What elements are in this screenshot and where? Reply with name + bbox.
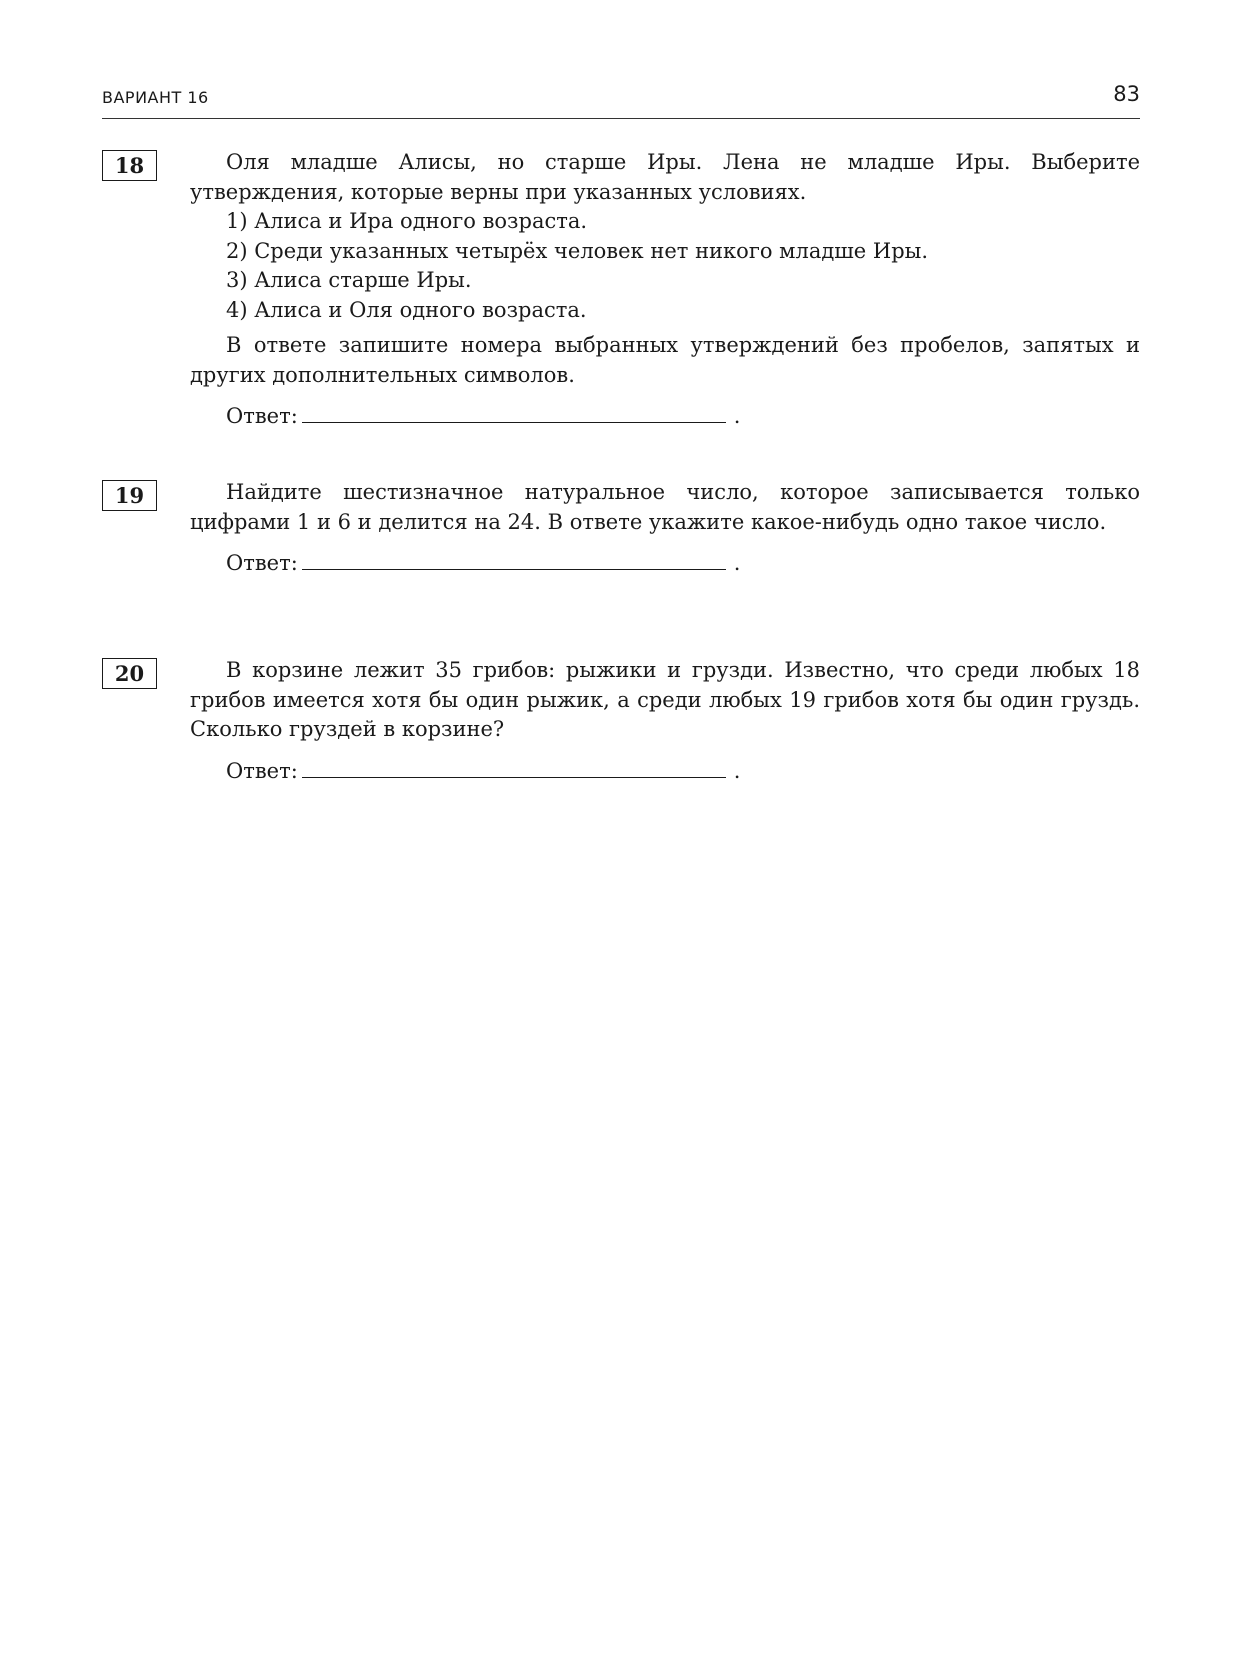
task-number-box: 20 [102, 658, 157, 689]
task-text: Оля младше Алисы, но старше Иры. Лена не младше Иры. Выберите утверждения, которые верны при указанных условиях. [190, 150, 1140, 204]
answer-label: Ответ: [226, 551, 298, 575]
page-number: 83 [1113, 82, 1140, 106]
task-body [190, 656, 1140, 786]
answer-row [190, 402, 1140, 432]
task-text: Найдите шестизначное натуральное число, которое записывается только цифрами 1 и 6 и делится на 24. В ответе укажите какое-нибудь одно такое число. [190, 480, 1140, 534]
answer-period: . [733, 551, 741, 575]
answer-field[interactable] [302, 757, 726, 778]
task-body [190, 148, 1140, 432]
task-body [190, 478, 1140, 579]
answer-label: Ответ: [226, 758, 298, 783]
variant-label: ВАРИАНТ 16 [102, 88, 209, 107]
answer-period: . [733, 758, 741, 783]
option-3: 3) Алиса старше Иры. [226, 268, 472, 292]
answer-period: . [733, 404, 741, 428]
option-4: 4) Алиса и Оля одного возраста. [226, 297, 587, 322]
answer-field[interactable] [302, 549, 726, 570]
task-instruction: В ответе запишите номера выбранных утверждений без пробелов, запятых и других дополнительных символов. [190, 333, 1140, 387]
task-number-box: 19 [102, 480, 157, 511]
page-header [102, 80, 1140, 119]
answer-label: Ответ: [226, 404, 298, 428]
task-number-box: 18 [102, 150, 157, 181]
option-2: 2) Среди указанных четырёх человек нет никого младше Иры. [226, 238, 929, 263]
answer-row [190, 757, 1140, 787]
option-1: 1) Алиса и Ира одного возраста. [226, 209, 588, 233]
answer-row [190, 549, 1140, 579]
task-text: В корзине лежит 35 грибов: рыжики и грузди. Известно, что среди любых 18 грибов имеется хотя бы один рыжик, а среди любых 19 грибов хотя бы один груздь. Сколько груздей в корзине? [190, 658, 1140, 741]
answer-field[interactable] [302, 402, 726, 423]
